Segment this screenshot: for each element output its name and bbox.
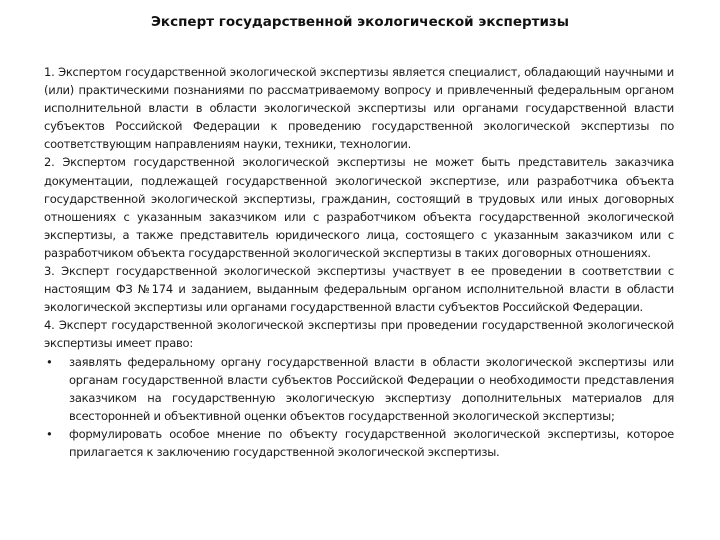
slide-body bbox=[44, 63, 674, 461]
bullet-icon: • bbox=[46, 426, 53, 441]
paragraph-4: 4. Эксперт государственной экологической экспертизы при проведении государственной экологической экспертизы имеет право: bbox=[44, 318, 674, 351]
bullet-text: формулировать особое мнение по объекту государственной экологической экспертизы, которое прилагается к заключению государственной экологической экспертизы. bbox=[69, 426, 674, 459]
slide-title: Эксперт государственной экологической экспертизы bbox=[151, 14, 569, 30]
bullet-item-2 bbox=[44, 425, 674, 461]
paragraph-2: 2. Экспертом государственной экологической экспертизы не может быть представитель заказчика документации, подлежащей государственной экологической экспертизе, или разработчика объекта государственной экологической экспертизы, гражданин, состоящий в трудовых или иных договорных отношениях с указанным заказчиком или с разработчиком объекта государственной экологической экспертизы, а также представитель юридического лица, состоящего с указанным заказчиком или с разработчиком объекта государственной экологической экспертизы в таких договорных отношениях. bbox=[44, 155, 674, 260]
paragraph-3: 3. Эксперт государственной экологической экспертизы участвует в ее проведении в соответствии с настоящим ФЗ №174 и заданием, выданным федеральным органом исполнительной власти в области экологической экспертизы или органами государственной власти субъектов Российской Федерации. bbox=[44, 264, 674, 315]
bullet-item-1 bbox=[44, 353, 674, 425]
paragraph-1: 1. Экспертом государственной экологической экспертизы является специалист, обладающий научными и (или) практическими познаниями по рассматриваемому вопросу и привлеченный федеральным органом исполнительной власти в области экологической экспертизы или органами государственной власти субъектов Российской Федерации к проведению государственной экологической экспертизы по соответствующим направлениям науки, техники, технологии. bbox=[44, 65, 674, 152]
bullet-icon: • bbox=[46, 354, 53, 369]
bullet-text: заявлять федеральному органу государственной власти в области экологической экспертизы или органам государственной власти субъектов Российской Федерации о необходимости представления заказчиком на государственную экологическую экспертизу дополнительных материалов для всесторонней и объективной оценки объектов государственной экологической экспертизы; bbox=[69, 354, 674, 423]
